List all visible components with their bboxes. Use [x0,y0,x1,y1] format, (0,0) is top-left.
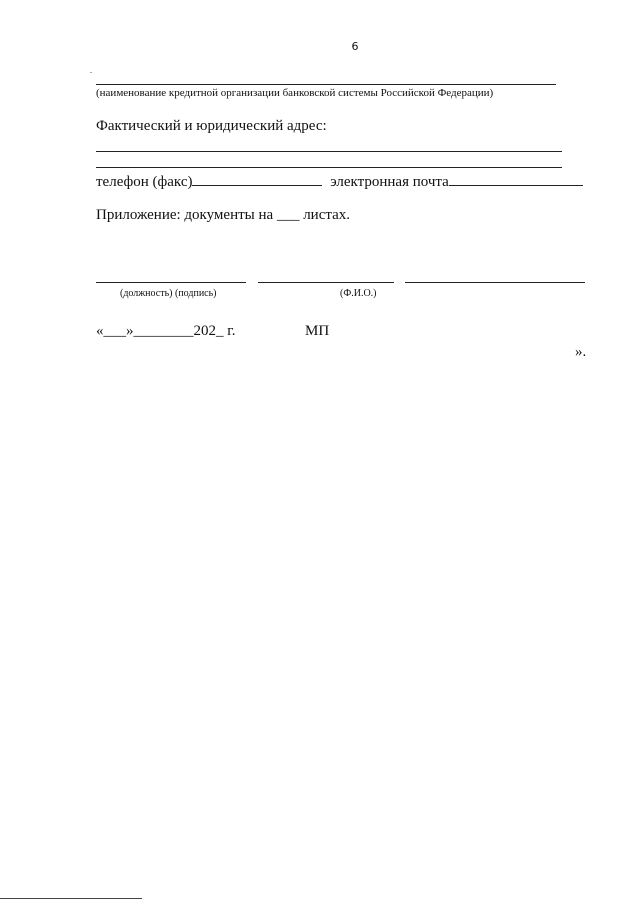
address-label: Фактический и юридический адрес: [96,118,327,134]
footer-rule [0,898,142,899]
contacts-row [96,171,583,191]
position-signature-line [96,282,246,283]
email-label: электронная почта [330,174,449,190]
position-signature-caption: (должность) (подпись) [120,288,217,299]
closing-quote: ». [575,344,587,360]
address-line-1 [96,151,562,152]
attachment-prefix: Приложение: документы на [96,207,274,223]
extra-signature-line [405,282,585,283]
name-line [258,282,394,283]
date-close-quote: » [126,323,134,339]
date-open-quote: « [96,323,104,339]
org-name-line [96,84,556,85]
attachment-line [96,207,350,224]
phone-label: телефон (факс) [96,174,193,190]
address-line-2 [96,167,562,168]
date-month-blank: ________ [133,323,194,339]
email-blank [449,171,583,186]
attachment-suffix: листах. [303,207,351,223]
attachment-blank: ___ [276,207,300,223]
date-year-suffix: г. [227,323,236,339]
phone-blank [192,171,322,186]
name-caption: (Ф.И.О.) [340,288,377,299]
page-number: 6 [351,40,359,53]
stamp-mark: МП [305,323,330,339]
date-line [96,323,235,340]
scan-dot: . [90,66,92,75]
date-day-blank: ___ [103,323,126,339]
date-year-prefix: 202_ [193,323,224,339]
org-name-caption: (наименование кредитной организации банковской системы Российской Федерации) [96,87,494,99]
